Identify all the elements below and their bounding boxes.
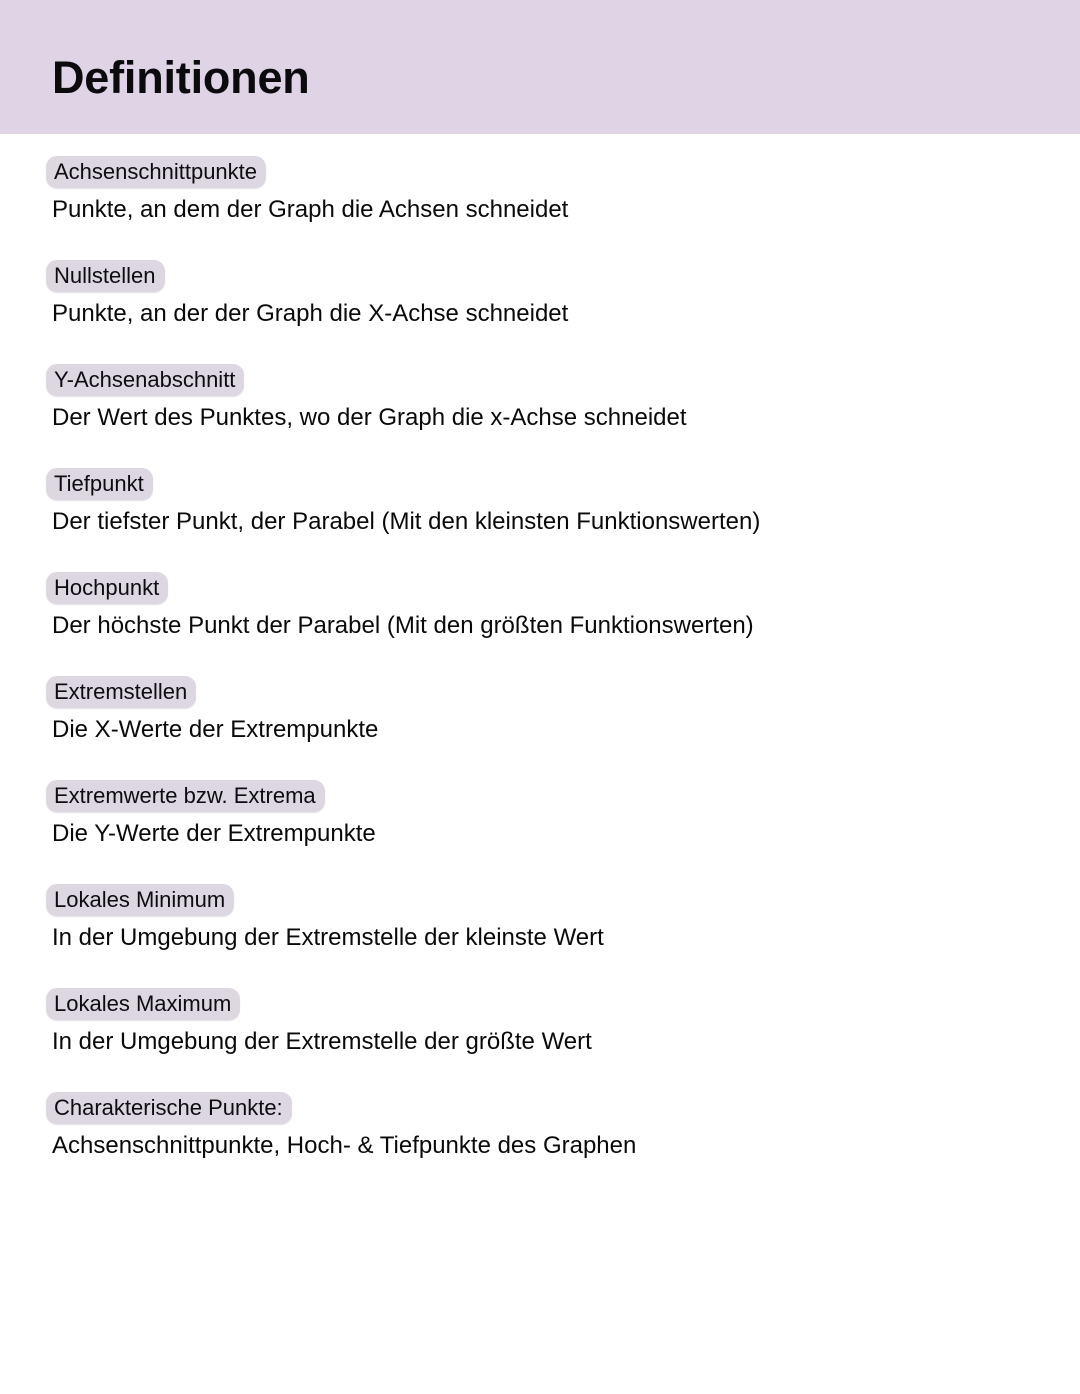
definition-term: Tiefpunkt bbox=[46, 468, 153, 500]
definition-term: Hochpunkt bbox=[46, 572, 168, 604]
definition-entry bbox=[0, 156, 1080, 225]
definition-term: Y-Achsenabschnitt bbox=[46, 364, 244, 396]
definition-description: Achsenschnittpunkte, Hoch- & Tiefpunkte des Graphen bbox=[52, 1132, 637, 1159]
definition-list bbox=[0, 134, 1080, 1196]
definition-description: Die X-Werte der Extrempunkte bbox=[52, 716, 379, 743]
definition-term: Nullstellen bbox=[46, 260, 165, 292]
definition-entry bbox=[0, 260, 1080, 329]
definition-description: Punkte, an dem der Graph die Achsen schneidet bbox=[52, 196, 569, 223]
definition-term: Achsenschnittpunkte bbox=[46, 156, 266, 188]
definition-description: Der tiefster Punkt, der Parabel (Mit den kleinsten Funktionswerten) bbox=[52, 508, 761, 535]
page-header-band bbox=[0, 0, 1080, 134]
definition-entry bbox=[0, 1092, 1080, 1161]
definition-entry bbox=[0, 572, 1080, 641]
definition-entry bbox=[0, 780, 1080, 849]
definition-entry bbox=[0, 676, 1080, 745]
page-title: Definitionen bbox=[52, 52, 310, 103]
definition-term: Extremwerte bzw. Extrema bbox=[46, 780, 325, 812]
definition-term: Charakterische Punkte: bbox=[46, 1092, 292, 1124]
definition-description: Der höchste Punkt der Parabel (Mit den größten Funktionswerten) bbox=[52, 612, 754, 639]
definition-term: Extremstellen bbox=[46, 676, 196, 708]
definition-term: Lokales Minimum bbox=[46, 884, 234, 916]
definition-description: Die Y-Werte der Extrempunkte bbox=[52, 820, 376, 847]
definition-description: In der Umgebung der Extremstelle der kleinste Wert bbox=[52, 924, 604, 951]
definition-entry bbox=[0, 884, 1080, 953]
definition-entry bbox=[0, 364, 1080, 433]
definition-term: Lokales Maximum bbox=[46, 988, 240, 1020]
definition-description: In der Umgebung der Extremstelle der größte Wert bbox=[52, 1028, 592, 1055]
definition-entry bbox=[0, 988, 1080, 1057]
definition-description: Punkte, an der der Graph die X-Achse schneidet bbox=[52, 300, 569, 327]
definition-description: Der Wert des Punktes, wo der Graph die x-Achse schneidet bbox=[52, 404, 687, 431]
definition-entry bbox=[0, 468, 1080, 537]
